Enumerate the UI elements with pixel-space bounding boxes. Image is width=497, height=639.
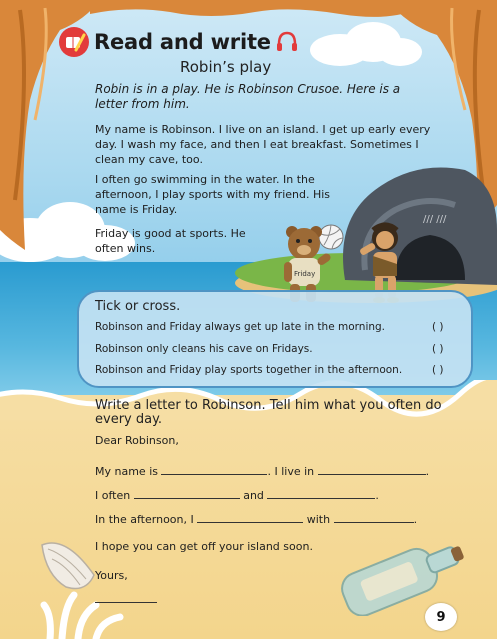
line-text: .: [375, 489, 379, 502]
story-subtitle: Robin’s play: [180, 58, 272, 76]
letter-paragraph-2: I often go swimming in the water. In the afternoon, I play sports with my friend. His name is Friday.: [95, 173, 331, 216]
coral-icon: [40, 585, 130, 639]
line-text: . I live in: [267, 465, 315, 478]
letter-paragraph-1: My name is Robinson. I live on an island. I get up early every day. I wash my face, and then I eat breakfast. Sometimes I clean my cave, too.: [95, 123, 431, 166]
tick-answer-box[interactable]: ( ): [432, 364, 444, 376]
letter-line-hope: I hope you can get off your island soon.: [95, 540, 313, 553]
shirt-label: Friday: [294, 270, 316, 278]
letter-paragraph-3: Friday is good at sports. He often wins.: [95, 227, 246, 255]
line-text: and: [243, 489, 264, 502]
tick-answer-box[interactable]: ( ): [432, 343, 444, 355]
line-text: My name is: [95, 465, 158, 478]
answer-blank[interactable]: [197, 511, 303, 523]
answer-blank[interactable]: [334, 511, 414, 523]
letter-greeting: Dear Robinson,: [95, 434, 179, 447]
line-text: with: [306, 513, 331, 526]
headphones-icon[interactable]: [276, 30, 298, 54]
tick-statement: Robinson and Friday play sports together in the afternoon.: [95, 364, 403, 376]
line-text: .: [413, 513, 418, 526]
line-text: I often: [95, 489, 131, 502]
writing-prompt: Write a letter to Robinson. Tell him what you often do every day.: [95, 398, 442, 427]
page-number: 9: [425, 603, 457, 631]
svg-text:/// ///: /// ///: [423, 214, 447, 225]
tick-statement: Robinson only cleans his cave on Fridays.: [95, 343, 313, 355]
tick-statement: Robinson and Friday always get up late in the morning.: [95, 321, 386, 333]
pencil-book-icon: [58, 26, 90, 58]
tick-title: Tick or cross.: [95, 299, 181, 314]
tick-answer-box[interactable]: ( ): [432, 321, 444, 333]
signature-blank[interactable]: [95, 602, 157, 603]
page-title: Read and write: [94, 30, 271, 54]
line-text: .: [425, 465, 430, 478]
letter-line-name: [95, 463, 429, 478]
intro-text: Robin is in a play. He is Robinson Crusoe. Here is a letter from him.: [95, 82, 401, 111]
answer-blank[interactable]: [318, 463, 426, 475]
answer-blank[interactable]: [134, 487, 240, 499]
section-header: [58, 25, 298, 59]
answer-blank[interactable]: [267, 487, 375, 499]
curtain-top: [90, 0, 420, 26]
line-text: In the afternoon, I: [95, 513, 194, 526]
answer-blank[interactable]: [161, 463, 267, 475]
letter-line-afternoon: [95, 511, 417, 526]
letter-closing: Yours,: [95, 569, 128, 582]
letter-line-often: [95, 487, 379, 502]
